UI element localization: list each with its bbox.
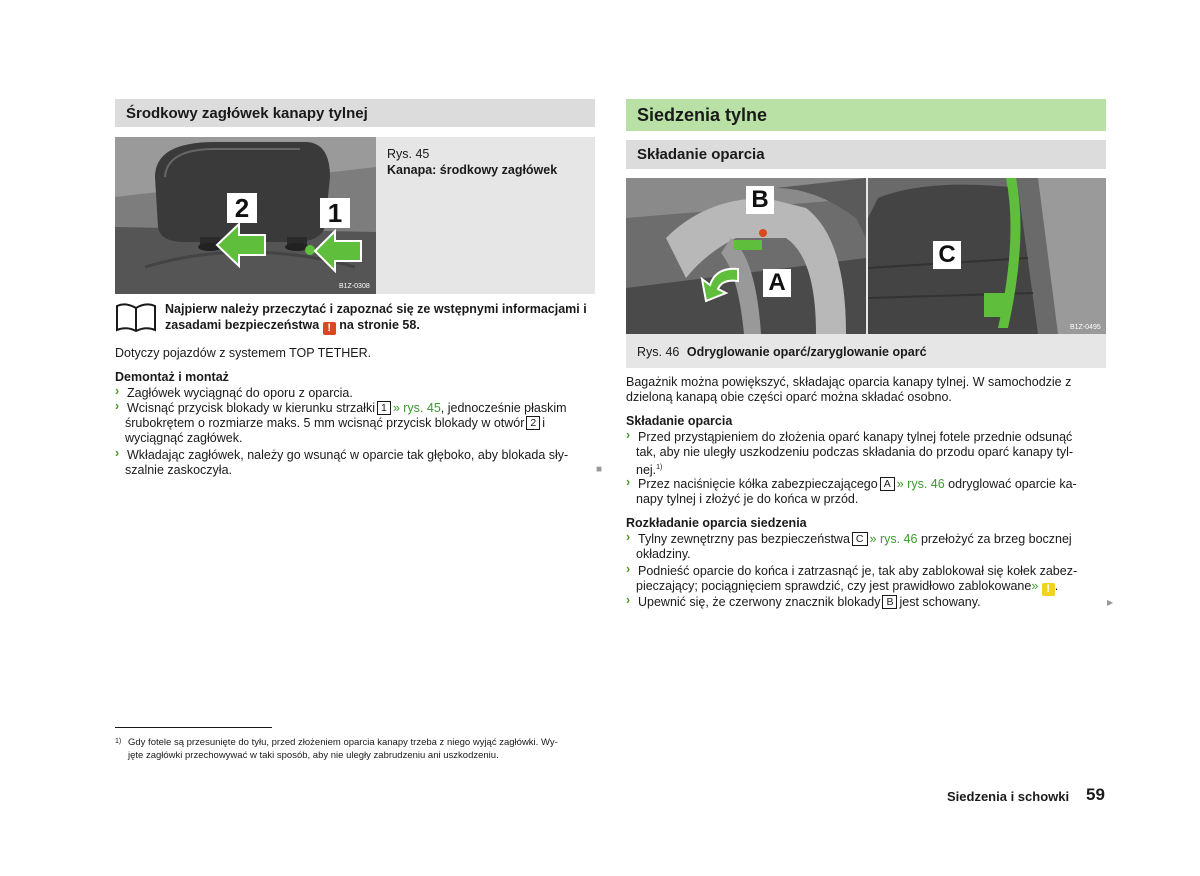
figure-45-number: Rys. 45	[387, 147, 430, 161]
bullet-chevron: ›	[626, 475, 631, 489]
callout-1-box: 1	[377, 401, 391, 415]
figure-46-link[interactable]: » rys. 46	[896, 477, 945, 491]
unfold-bullet-1-line-1: Tylny zewnętrzny pas bezpieczeństwa C » rys. 46 przełożyć za brzeg bocznej	[638, 532, 1072, 546]
figure-46-code: B1Z-0495	[1070, 324, 1101, 331]
bullet-chevron: ›	[626, 428, 631, 442]
figure-45-link[interactable]: » rys. 45	[392, 401, 441, 415]
figure-46-number: Rys. 46	[637, 345, 680, 359]
footnote-line-1: Gdy fotele są przesunięte do tyłu, przed złożeniem oparcia kanapy trzeba z niego wyjąć zagłówki. Wy-	[128, 737, 558, 748]
figure-45-code: B1Z-0308	[339, 283, 370, 290]
section-end-mark: ■	[596, 464, 603, 475]
bullet-chevron: ›	[626, 593, 631, 607]
figure-46-image-right	[868, 178, 1106, 334]
left-bullet-2-line-2: śrubokrętem o rozmiarze maks. 5 mm wcisnąć przycisk blokady w otwór 2 i	[125, 416, 546, 430]
bullet-chevron: ›	[626, 530, 631, 544]
continue-arrow-icon: ▶	[1107, 598, 1114, 607]
book-icon	[115, 302, 157, 332]
figure-46-label-A: A	[763, 269, 791, 297]
unfold-bullet-1-line-2: okładziny.	[636, 547, 691, 561]
right-section-title: Składanie oparcia	[626, 140, 1106, 169]
warning-yellow-icon: !	[1042, 583, 1055, 596]
left-bullet-3-line-2: szalnie zaskoczyła.	[125, 463, 232, 477]
figure-46-label-B: B	[746, 186, 774, 214]
footer-chapter: Siedzenia i schowki	[947, 789, 1070, 804]
footnote-divider	[115, 727, 272, 728]
seatbelt-illustration	[868, 178, 1106, 334]
applies-to-text: Dotyczy pojazdów z systemem TOP TETHER.	[115, 346, 372, 360]
left-bullet-2-line-3: wyciągnąć zagłówek.	[125, 431, 243, 445]
fold-bullet-2-line-1: Przez naciśnięcie kółka zabezpieczającego A » rys. 46 odryglować oparcie ka-	[638, 477, 1077, 491]
left-bullet-2-line-1: Wcisnąć przycisk blokady w kierunku strzałki 1 » rys. 45, jednocześnie płaskim	[127, 401, 567, 415]
bullet-chevron: ›	[115, 446, 120, 460]
callout-C-box: C	[852, 532, 868, 546]
notice-line-1: Najpierw należy przeczytać i zapoznać się ze wstępnymi informacjami i	[165, 302, 587, 316]
intro-line-1: Bagażnik można powiększyć, składając oparcia kanapy tylnej. W samochodzie z	[626, 375, 1072, 389]
left-bullet-1: Zagłówek wyciągnąć do oporu z oparcia.	[127, 386, 353, 400]
subheading-folding: Składanie oparcia	[626, 414, 733, 428]
bullet-chevron: ›	[115, 384, 120, 398]
footnote-marker: 1)	[115, 738, 122, 745]
arrow-1-icon	[313, 229, 363, 273]
bullet-chevron: ›	[626, 562, 631, 576]
subheading-unfolding: Rozkładanie oparcia siedzenia	[626, 516, 807, 530]
left-section-title: Środkowy zagłówek kanapy tylnej	[115, 99, 595, 127]
fold-bullet-2-line-2: napy tylnej i złożyć je do końca w przód.	[636, 492, 859, 506]
figure-45-label-2: 2	[227, 193, 257, 223]
fold-bullet-1-line-1: Przed przystąpieniem do złożenia oparć kanapy tylnej fotele przednie odsunąć	[638, 430, 1073, 444]
chapter-title: Siedzenia tylne	[626, 99, 1106, 131]
unfold-bullet-2-line-2: pieczający; pociągnięciem sprawdzić, czy jest prawidłowo zablokowane» ! .	[636, 579, 1059, 595]
left-subheading: Demontaż i montaż	[115, 370, 229, 384]
fold-bullet-1-line-2: tak, aby nie uległy uszkodzeniu podczas składania do przodu oparć kanapy tyl-	[636, 445, 1074, 459]
callout-2-box: 2	[526, 416, 540, 430]
figure-46-image-left	[626, 178, 866, 334]
unfold-bullet-2-line-1: Podnieść oparcie do końca i zatrzasnąć je, tak aby zablokował się kołek zabez-	[638, 564, 1078, 578]
figure-46-caption-line	[637, 345, 927, 360]
fold-bullet-1-line-3: nej.$^{1)}$	[636, 463, 663, 478]
callout-B-box: B	[882, 595, 897, 609]
intro-line-2: dzieloną kanapą obie części oparć można składać osobno.	[626, 390, 952, 404]
footnote-ref[interactable]: 1)	[656, 464, 663, 471]
figure-45-label-1: 1	[320, 198, 350, 228]
left-bullet-3-line-1: Wkładając zagłówek, należy go wsunąć w oparcie tak głęboko, aby blokada sły-	[127, 448, 569, 462]
figure-46-caption: Odryglowanie oparć/zaryglowanie oparć	[686, 345, 927, 359]
arrow-2-icon	[215, 222, 267, 268]
figure-46-label-C: C	[933, 241, 961, 269]
page-number: 59	[1086, 785, 1105, 804]
figure-46-link[interactable]: » rys. 46	[869, 532, 918, 546]
bullet-chevron: ›	[115, 399, 120, 413]
rotate-arrow-icon	[694, 263, 746, 303]
warning-red-icon: !	[323, 322, 336, 335]
notice-line-2: zasadami bezpieczeństwa ! na stronie 58.	[165, 318, 420, 334]
figure-45-caption: Kanapa: środkowy zagłówek	[387, 163, 558, 177]
figure-45-image	[115, 137, 376, 294]
footnote-line-2: jęte zagłówki przechowywać w taki sposób, aby nie uległy zabrudzeniu ani uszkodzeniu.	[128, 750, 499, 761]
warning-link[interactable]: »	[1031, 579, 1039, 593]
unfold-bullet-3: Upewnić się, że czerwony znacznik blokady B jest schowany.	[638, 595, 981, 609]
callout-A-box: A	[880, 477, 895, 491]
